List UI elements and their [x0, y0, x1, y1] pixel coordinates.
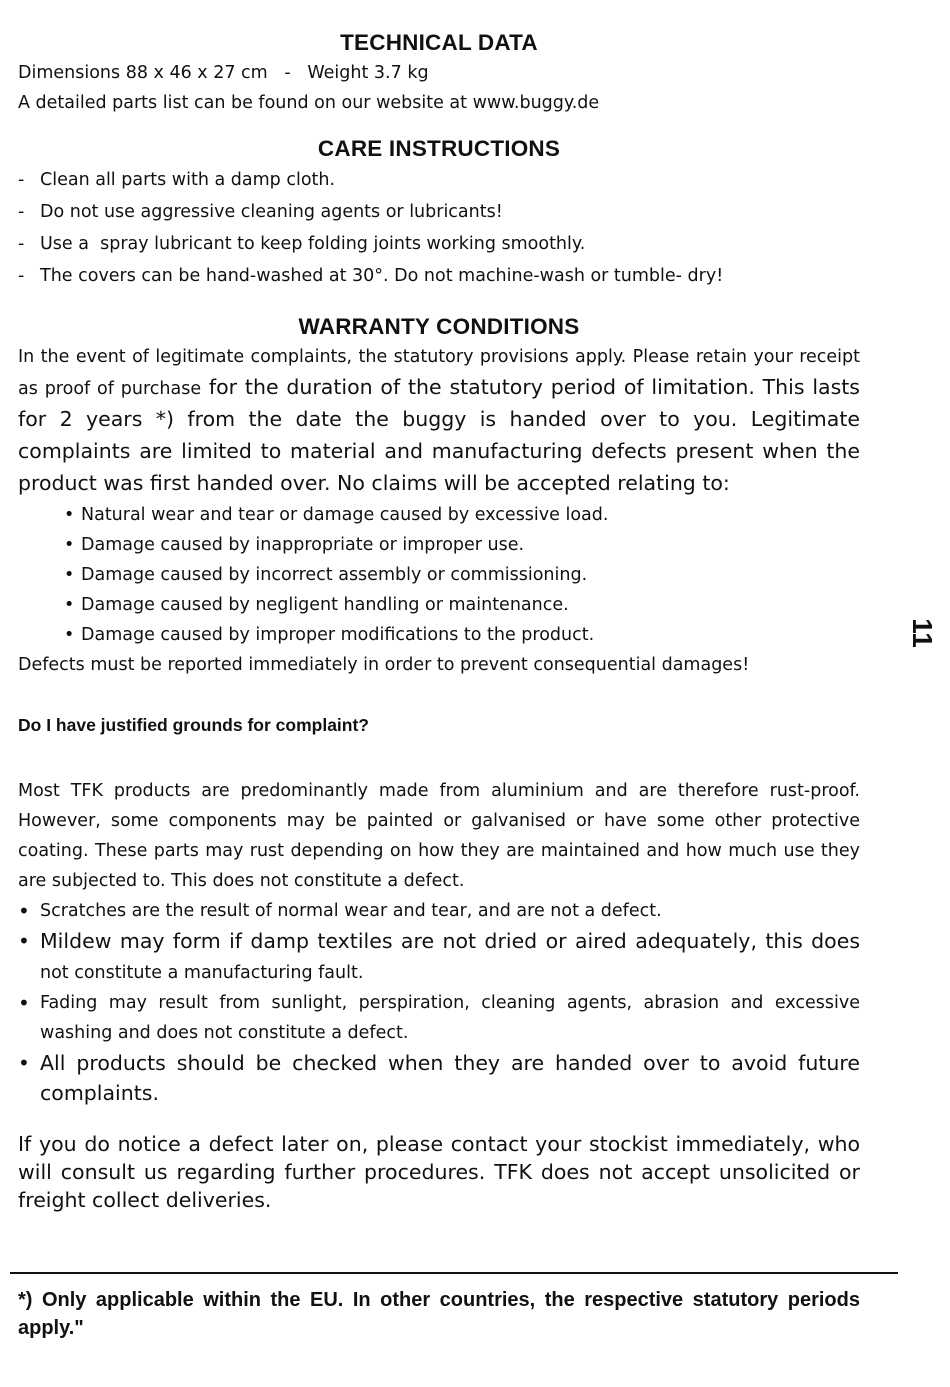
- list-item: [18, 196, 860, 228]
- care-text: Do not use aggressive cleaning agents or lubricants!: [40, 202, 503, 222]
- contact-notice: If you do notice a defect later on, please contact your stockist immediately, who will consult us regarding further procedures. TFK does not accept unsolicited or freight collect deliveries.: [18, 1132, 860, 1212]
- footnote: *) Only applicable within the EU. In other countries, the respective statutory periods apply.": [18, 1289, 860, 1339]
- list-item: [18, 228, 860, 260]
- bullet-marker: •: [64, 625, 75, 645]
- list-item: [18, 260, 860, 292]
- bullet-marker: •: [64, 595, 75, 615]
- bullet-marker: •: [64, 505, 75, 525]
- dash-marker: -: [18, 170, 25, 190]
- list-item: [18, 988, 860, 1048]
- manual-page: [18, 28, 860, 1214]
- list-item: [18, 896, 860, 926]
- bullet-marker: •: [18, 929, 30, 953]
- list-item: [64, 620, 860, 650]
- parts-list-note: A detailed parts list can be found on our website at www.buggy.de: [18, 93, 600, 113]
- footnote-divider: [10, 1272, 898, 1274]
- exclusion-text: Damage caused by inappropriate or improper use.: [81, 535, 525, 555]
- complaint-item-text: Scratches are the result of normal wear and tear, and are not a defect.: [40, 901, 662, 921]
- complaint-item-text: Fading may result from sunlight, perspiration, cleaning agents, abrasion and excessive washing and does not constitute a defect.: [40, 993, 860, 1043]
- list-item: [64, 500, 860, 530]
- page-number: 11: [907, 618, 938, 648]
- list-item: [64, 590, 860, 620]
- bullet-marker: •: [18, 899, 30, 923]
- list-item: [64, 530, 860, 560]
- care-text: The covers can be hand-washed at 30°. Do not machine-wash or tumble- dry!: [40, 266, 724, 286]
- care-instructions-heading: CARE INSTRUCTIONS: [317, 136, 561, 161]
- technical-data-heading: TECHNICAL DATA: [340, 30, 538, 55]
- bullet-marker: •: [18, 1051, 30, 1075]
- warranty-intro-large: for the duration of the statutory period of limitation. This lasts for 2 years *) from the date the buggy is handed over to you. Legitimate complaints are limited to material and manufacturing defects present when the product was first handed over. No claims will be accepted relating to:: [18, 375, 860, 495]
- care-text: Clean all parts with a damp cloth.: [40, 170, 336, 190]
- exclusion-text: Damage caused by incorrect assembly or commissioning.: [81, 565, 588, 585]
- complaint-intro: Most TFK products are predominantly made from aluminium and are therefore rust-proof. However, some components may be painted or galvanised or have some other protective coating. These parts may rust depending on how they are maintained and how much use they are subjected to. This does not constitute a defect.: [18, 781, 860, 891]
- bullet-marker: •: [18, 991, 30, 1015]
- dimensions-weight: Dimensions 88 x 46 x 27 cm - Weight 3.7 kg: [18, 63, 429, 83]
- bullet-marker: •: [64, 565, 75, 585]
- exclusion-text: Damage caused by negligent handling or maintenance.: [81, 595, 569, 615]
- warranty-intro-small: In the event of legitimate complaints, the statutory provisions apply. Please retain your receipt as proof of purchase: [18, 347, 860, 399]
- dash-marker: -: [18, 202, 25, 222]
- dash-marker: -: [18, 234, 25, 254]
- bullet-marker: •: [64, 535, 75, 555]
- complaint-item-text-small: not constitute a manufacturing fault.: [40, 963, 364, 983]
- complaint-item-text: All products should be checked when they are handed over to avoid future complaints.: [40, 1051, 860, 1105]
- list-item: [18, 164, 860, 196]
- warranty-intro: [18, 342, 860, 500]
- complaint-heading: Do I have justified grounds for complaint?: [18, 715, 369, 735]
- complaint-list: [18, 896, 860, 1108]
- report-notice: Defects must be reported immediately in order to prevent consequential damages!: [18, 655, 750, 675]
- list-item: [18, 926, 860, 988]
- dash-marker: -: [18, 266, 25, 286]
- list-item: [18, 1048, 860, 1108]
- warranty-heading: WARRANTY CONDITIONS: [298, 314, 580, 339]
- exclusion-list: [18, 500, 860, 650]
- exclusion-text: Natural wear and tear or damage caused by excessive load.: [81, 505, 609, 525]
- exclusion-text: Damage caused by improper modifications to the product.: [81, 625, 595, 645]
- care-list: [18, 164, 860, 292]
- care-text: Use a spray lubricant to keep folding joints working smoothly.: [40, 234, 586, 254]
- complaint-item-text-large: Mildew may form if damp textiles are not dried or aired adequately, this does: [40, 929, 860, 953]
- list-item: [64, 560, 860, 590]
